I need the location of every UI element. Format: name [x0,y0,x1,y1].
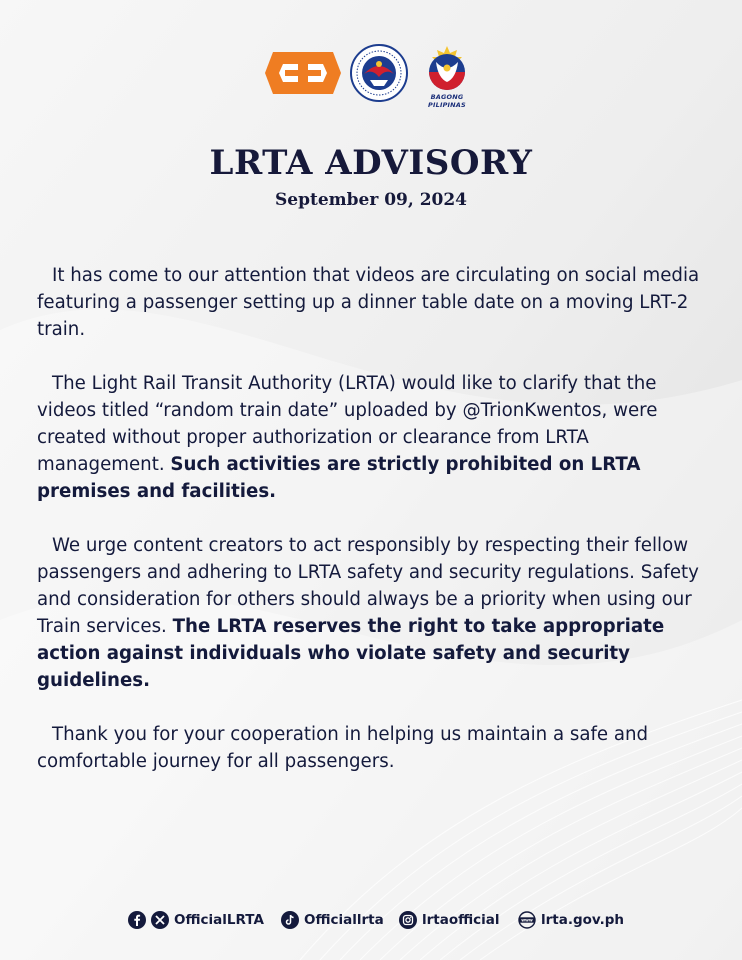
instagram-text[interactable]: lrtaofficial [422,912,500,928]
paragraph-2-text: The Light Rail Transit Authority (LRTA) would like to clarify that the videos titled “random train date” uploaded by @TrionKwentos, were created without proper authorization or clearance from LRTA management. [37,373,658,475]
instagram-icon[interactable] [399,911,417,929]
globe-icon[interactable] [518,911,536,929]
tiktok-handle[interactable] [281,906,384,934]
paragraph-3-text: We urge content creators to act responsibly by respecting their fellow passengers and adhering to LRTA safety and security regulations. Safety and consideration for others should always be a priority when using our Train services. [37,535,699,637]
paragraph-3 [37,532,712,694]
paragraph-3-emphasis: The LRTA reserves the right to take appropriate action against individuals who violate safety and security guidelines. [37,616,665,691]
dotr-seal [350,44,408,102]
website-link[interactable] [518,906,624,934]
x-icon[interactable] [151,911,169,929]
tiktok-icon[interactable] [281,911,299,929]
paragraph-1: It has come to our attention that videos are circulating on social media featuring a passenger setting up a dinner table date on a moving LRT-2 train. [37,265,700,340]
lrta-logo [265,50,341,96]
facebook-icon[interactable] [128,911,146,929]
bagong-pilipinas-label: BAGONG PILIPINAS [428,93,466,109]
facebook-x-text[interactable]: OfficialLRTA [174,912,264,928]
instagram-handle[interactable] [399,906,500,934]
paragraph-4: Thank you for your cooperation in helping us maintain a safe and comfortable journey for all passengers. [37,724,649,772]
social-footer [0,906,742,934]
facebook-x-handle[interactable] [128,906,264,934]
advisory-title: LRTA ADVISORY [209,143,533,183]
advisory-date: September 09, 2024 [274,190,468,210]
advisory-body [37,262,712,802]
tiktok-text[interactable]: Officiallrta [304,912,384,928]
svg-text:www: www [521,917,533,923]
logo-bar [0,44,742,109]
paragraph-2 [37,370,712,505]
paragraph-2-emphasis: Such activities are strictly prohibited on LRTA premises and facilities. [37,454,641,502]
website-text[interactable]: lrta.gov.ph [541,912,625,928]
